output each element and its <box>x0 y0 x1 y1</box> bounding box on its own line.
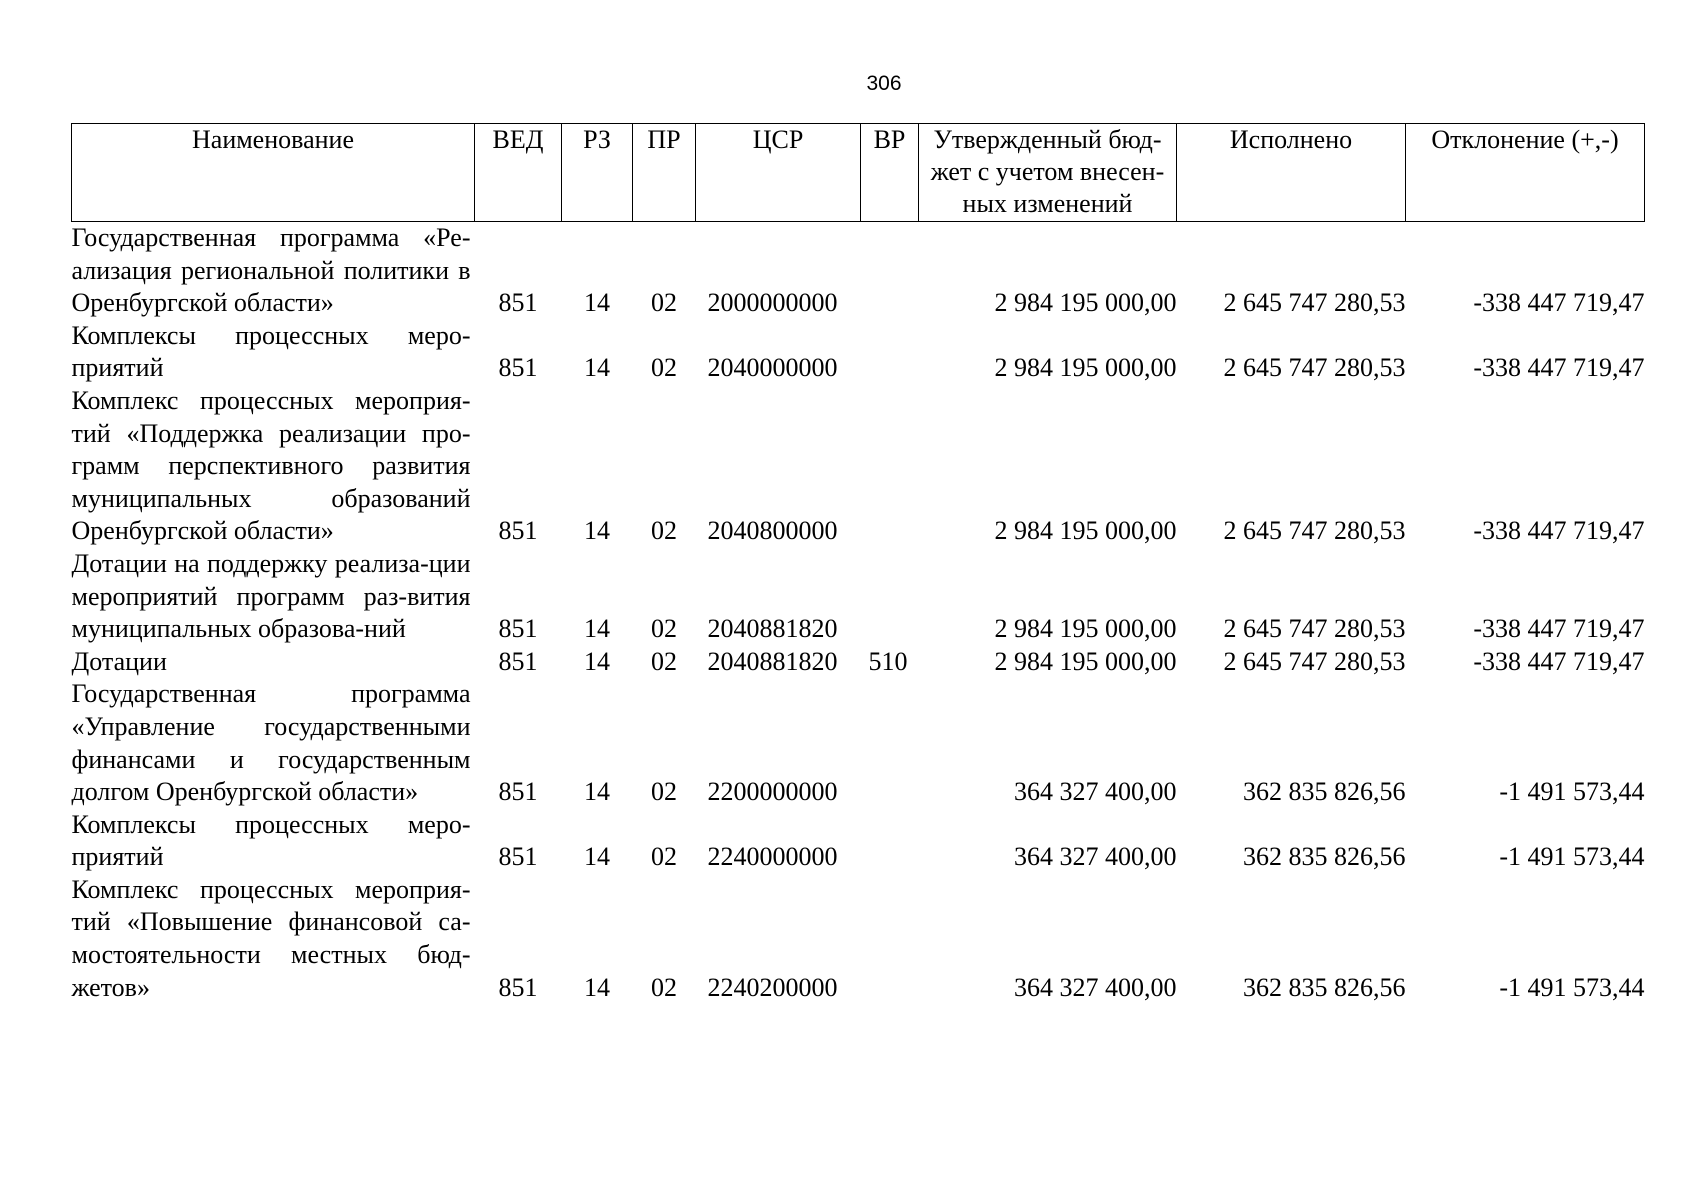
row-rz: 14 <box>584 353 610 383</box>
table-row <box>72 678 1645 808</box>
table-row <box>72 809 1645 874</box>
header-vr: ВР <box>861 124 919 222</box>
row-rz: 14 <box>584 842 610 872</box>
row-deviation: -338 447 719,47 <box>1473 614 1645 644</box>
row-csr: 2040881820 <box>707 614 838 644</box>
row-deviation: -338 447 719,47 <box>1473 288 1645 318</box>
row-rz: 14 <box>584 972 610 1002</box>
row-executed: 362 835 826,56 <box>1243 777 1406 807</box>
row-name: Комплекс процессных мероприя-тий «Поддержка реализации про-грамм перспективного развития муниципальных образований Оренбургской области» <box>71 385 471 546</box>
row-vr <box>861 874 919 1004</box>
row-approved: 2 984 195 000,00 <box>994 353 1177 383</box>
row-approved: 364 327 400,00 <box>1014 972 1177 1002</box>
row-pr: 02 <box>651 777 677 807</box>
row-vr <box>861 385 919 548</box>
row-approved: 2 984 195 000,00 <box>994 614 1177 644</box>
header-row <box>72 124 1645 222</box>
row-csr: 2200000000 <box>707 777 838 807</box>
row-deviation: -1 491 573,44 <box>1499 842 1645 872</box>
row-csr: 2240200000 <box>707 972 838 1002</box>
row-approved: 2 984 195 000,00 <box>994 516 1177 546</box>
header-deviation: Отклонение (+,-) <box>1406 124 1645 222</box>
row-ved: 851 <box>498 646 538 676</box>
row-deviation: -338 447 719,47 <box>1473 516 1645 546</box>
table-row <box>72 548 1645 646</box>
header-executed: Исполнено <box>1177 124 1406 222</box>
row-vr: 510 <box>868 646 908 676</box>
row-pr: 02 <box>651 646 677 676</box>
row-vr <box>861 222 919 320</box>
row-pr: 02 <box>651 516 677 546</box>
header-rz: РЗ <box>562 124 633 222</box>
row-ved: 851 <box>498 614 538 644</box>
row-pr: 02 <box>651 353 677 383</box>
page-number: 306 <box>866 72 902 95</box>
row-deviation: -1 491 573,44 <box>1499 972 1645 1002</box>
header-pr: ПР <box>633 124 696 222</box>
row-approved: 2 984 195 000,00 <box>994 646 1177 676</box>
row-rz: 14 <box>584 288 610 318</box>
row-name: Комплекс процессных мероприя-тий «Повышение финансовой са-мостоятельности местных бюд-жетов» <box>71 874 471 1002</box>
row-vr <box>861 809 919 874</box>
table-row <box>72 385 1645 548</box>
row-ved: 851 <box>498 353 538 383</box>
row-name: Государственная программа «Ре-ализация региональной политики в Оренбургской области» <box>71 223 471 318</box>
row-name: Дотации на поддержку реализа-ции мероприятий программ раз-вития муниципальных образова-ний <box>71 548 471 644</box>
row-name: Дотации <box>71 646 167 676</box>
row-name: Государственная программа «Управление государственными финансами и государственным долгом Оренбургской области» <box>71 679 471 807</box>
row-pr: 02 <box>651 972 677 1002</box>
row-executed: 2 645 747 280,53 <box>1223 353 1406 383</box>
row-rz: 14 <box>584 614 610 644</box>
row-ved: 851 <box>498 972 538 1002</box>
row-approved: 364 327 400,00 <box>1014 777 1177 807</box>
row-ved: 851 <box>498 288 538 318</box>
table-row <box>72 320 1645 385</box>
row-deviation: -1 491 573,44 <box>1499 777 1645 807</box>
table-row <box>72 874 1645 1004</box>
row-executed: 362 835 826,56 <box>1243 842 1406 872</box>
row-ved: 851 <box>498 842 538 872</box>
row-executed: 2 645 747 280,53 <box>1223 614 1406 644</box>
row-csr: 2040000000 <box>707 353 838 383</box>
row-executed: 2 645 747 280,53 <box>1223 288 1406 318</box>
header-name: Наименование <box>72 124 475 222</box>
row-approved: 364 327 400,00 <box>1014 842 1177 872</box>
row-pr: 02 <box>651 842 677 872</box>
row-rz: 14 <box>584 646 610 676</box>
row-executed: 2 645 747 280,53 <box>1223 646 1406 676</box>
row-approved: 2 984 195 000,00 <box>994 288 1177 318</box>
row-csr: 2240000000 <box>707 842 838 872</box>
header-approved: Утвержденный бюд-жет с учетом внесен-ных изменений <box>919 124 1177 222</box>
row-name: Комплексы процессных меро-приятий <box>71 320 471 383</box>
row-pr: 02 <box>651 614 677 644</box>
header-ved: ВЕД <box>475 124 562 222</box>
row-deviation: -338 447 719,47 <box>1473 353 1645 383</box>
row-csr: 2000000000 <box>707 288 838 318</box>
table-body <box>72 222 1645 1005</box>
row-csr: 2040881820 <box>707 646 838 676</box>
row-vr <box>861 678 919 808</box>
table-row <box>72 646 1645 679</box>
row-vr <box>861 548 919 646</box>
table-header <box>72 124 1645 222</box>
row-deviation: -338 447 719,47 <box>1473 646 1645 676</box>
row-executed: 2 645 747 280,53 <box>1223 516 1406 546</box>
row-pr: 02 <box>651 288 677 318</box>
row-ved: 851 <box>498 516 538 546</box>
row-csr: 2040800000 <box>707 516 838 546</box>
row-executed: 362 835 826,56 <box>1243 972 1406 1002</box>
row-ved: 851 <box>498 777 538 807</box>
table-row <box>72 222 1645 320</box>
budget-table <box>71 123 1645 1004</box>
row-rz: 14 <box>584 777 610 807</box>
row-name: Комплексы процессных меро-приятий <box>71 809 471 872</box>
row-vr <box>861 320 919 385</box>
row-rz: 14 <box>584 516 610 546</box>
header-csr: ЦСР <box>696 124 861 222</box>
